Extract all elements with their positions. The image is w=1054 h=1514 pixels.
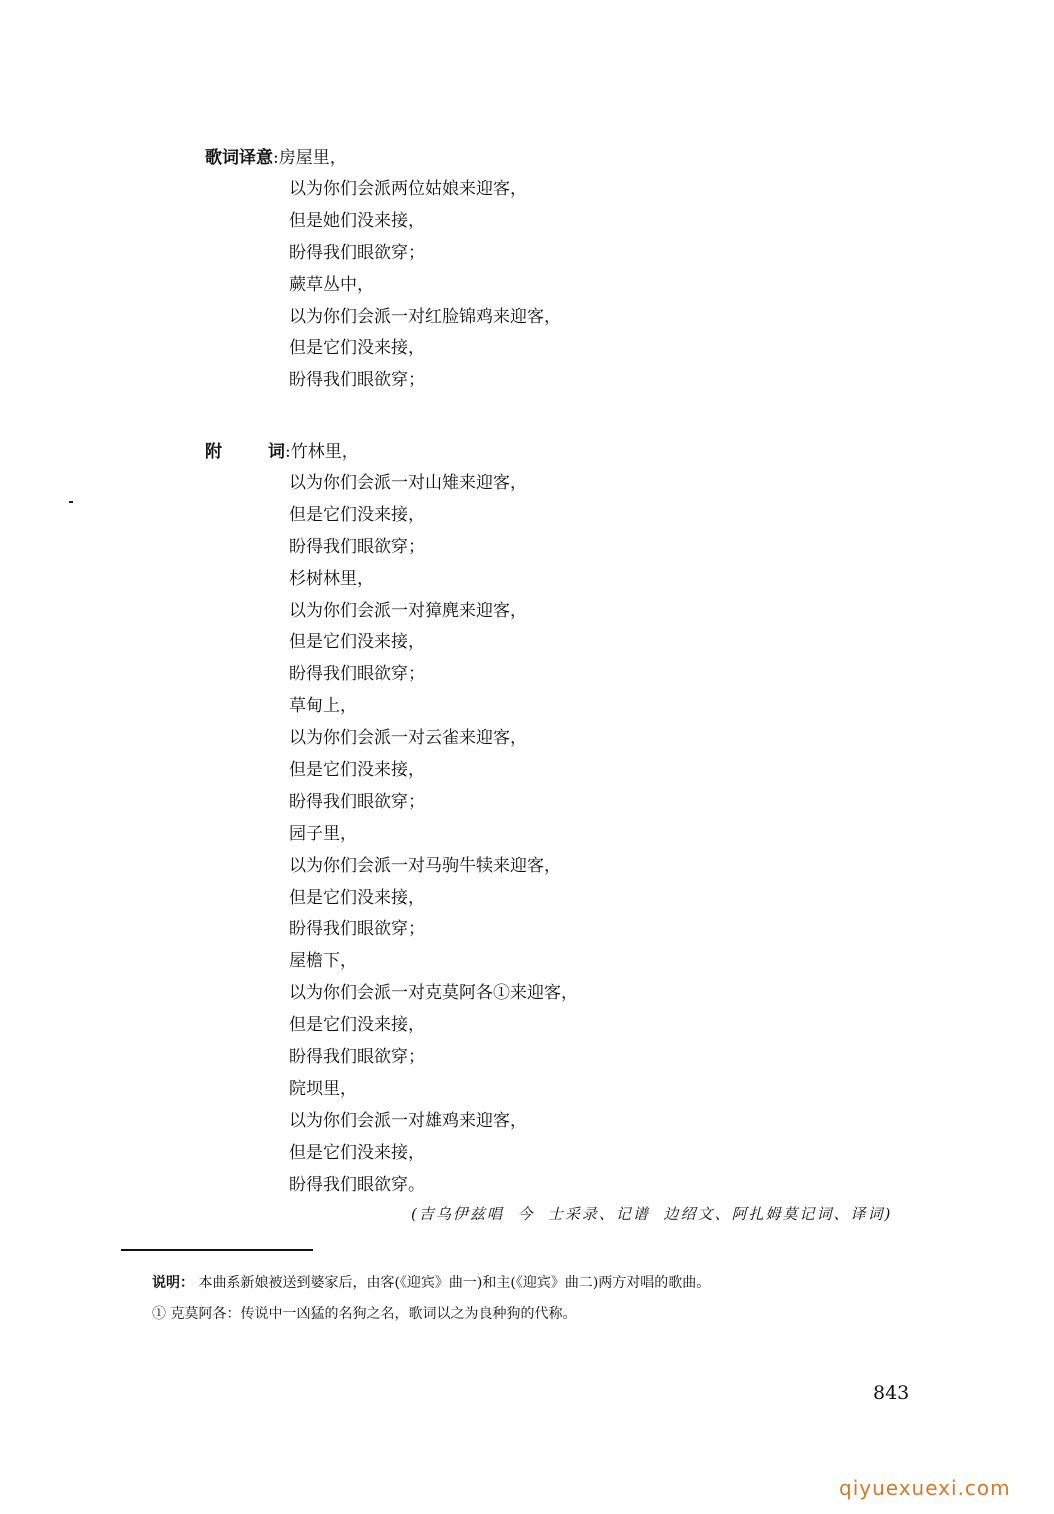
lyric-line: 竹林里， <box>290 442 359 462</box>
footnote <box>152 1303 576 1323</box>
section-label-char: 附 <box>205 442 222 462</box>
lyric-line: 以为你们会派一对山雉来迎客， <box>289 473 527 493</box>
page-number: 843 <box>873 1382 910 1404</box>
lyric-line: 但是它们没来接， <box>289 887 425 908</box>
lyric-line: 杉树林里， <box>289 568 374 589</box>
lyric-line: 以为你们会派一对克莫阿各①来迎客， <box>289 983 578 1004</box>
lyrics-translation-section <box>205 142 561 397</box>
footnote-text: ① 克莫阿各：传说中一凶猛的名狗之名，歌词以之为良种狗的代称。 <box>152 1306 577 1322</box>
label-colon: : <box>285 442 291 462</box>
lyric-line: 以为你们会派一对红脸锦鸡来迎客， <box>289 306 561 327</box>
lyric-line: 以为你们会派一对马驹牛犊来迎客， <box>289 855 561 876</box>
lyric-line: 但是她们没来接， <box>289 210 425 231</box>
lyric-line: 但是它们没来接， <box>289 1015 425 1036</box>
lyric-line: 但是它们没来接， <box>289 504 425 525</box>
lyrics-translation-heading <box>205 142 561 174</box>
lyric-line: 草甸上， <box>289 696 357 717</box>
lyric-line: 但是它们没来接， <box>289 338 425 359</box>
lyric-line: 但是它们没来接， <box>289 632 425 653</box>
performer-credit: (吉乌伊兹唱 今 士采录、记谱 边绍文、阿扎姆莫记词、译词) <box>411 1205 893 1223</box>
note-label: 说明： <box>152 1275 194 1291</box>
lyric-line: 盼得我们眼欲穿； <box>289 791 425 812</box>
lyric-line: 以为你们会派一对雄鸡来迎客， <box>289 1110 527 1131</box>
lyric-lines <box>289 468 578 1201</box>
lyric-line: 盼得我们眼欲穿； <box>289 1047 425 1068</box>
lyric-line: 盼得我们眼欲穿。 <box>289 1174 425 1195</box>
section-label: 歌词译意 <box>205 148 273 168</box>
lyric-line: 盼得我们眼欲穿； <box>289 370 425 391</box>
lyric-line: 但是它们没来接， <box>289 760 425 781</box>
additional-lyrics-section <box>205 436 578 1201</box>
additional-lyrics-heading <box>205 436 578 468</box>
note-text: 本曲系新娘被送到婆家后，由客(《迎宾》曲一)和主(《迎宾》曲二)两方对唱的歌曲。 <box>198 1275 711 1291</box>
lyric-line: 但是它们没来接， <box>289 1142 425 1163</box>
lyric-line: 盼得我们眼欲穿； <box>289 664 425 685</box>
footnote-divider <box>121 1249 313 1251</box>
lyric-line: 盼得我们眼欲穿； <box>289 242 425 263</box>
label-colon: : <box>273 148 279 168</box>
lyric-line: 屋檐下， <box>289 951 357 972</box>
section-label <box>205 436 285 468</box>
lyric-line: 以为你们会派一对獐麂来迎客， <box>289 600 527 621</box>
lyric-line: 园子里， <box>289 823 357 844</box>
lyric-line: 盼得我们眼欲穿； <box>289 536 425 557</box>
site-watermark: qiyuexuexi.com <box>839 1476 1011 1500</box>
section-label-char: 词 <box>268 442 285 462</box>
lyric-line: 以为你们会派两位姑娘来迎客， <box>289 179 527 199</box>
lyric-line: 蕨草丛中， <box>289 274 374 295</box>
lyric-line: 盼得我们眼欲穿； <box>289 919 425 940</box>
lyric-line: 以为你们会派一对云雀来迎客， <box>289 728 527 749</box>
lyric-line: 院坝里， <box>289 1078 357 1099</box>
lyric-line: 房屋里， <box>278 148 347 168</box>
explanation-note <box>152 1272 710 1292</box>
stray-mark <box>69 501 73 503</box>
lyric-lines <box>289 174 561 397</box>
